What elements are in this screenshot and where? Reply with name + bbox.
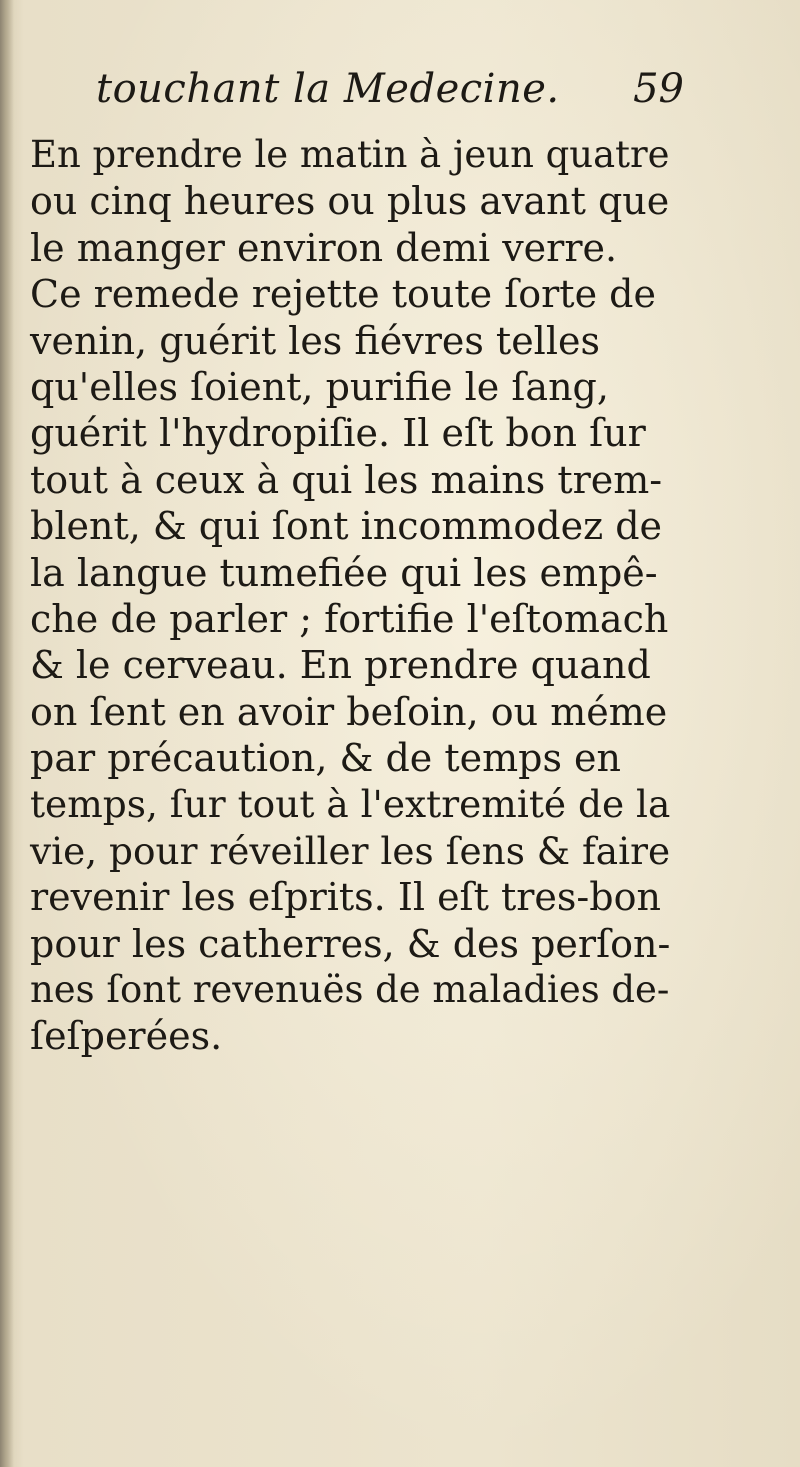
text-line: venin, guérit les fiévres telles	[30, 318, 600, 363]
text-line: En prendre le matin à jeun quatre	[30, 133, 670, 176]
text-line: che de parler ; fortifie l'eſtomach	[30, 596, 669, 641]
text-line: & le cerveau. En prendre quand	[30, 643, 651, 688]
body-text	[30, 132, 670, 1060]
text-line: ou cinq heures ou plus avant que	[30, 179, 670, 224]
text-line: tout à ceux à qui les mains trem-	[30, 457, 663, 502]
text-line: blent, & qui ſont incommodez de	[30, 504, 663, 549]
text-line: le manger environ demi verre.	[30, 225, 618, 270]
text-line: vie, pour réveiller les ſens & faire	[30, 828, 671, 873]
text-line: ſeſperées.	[30, 1014, 223, 1059]
text-line: on ſent en avoir beſoin, ou méme	[30, 689, 668, 734]
text-line: revenir les eſprits. Il eſt tres-bon	[30, 875, 661, 920]
text-line: pour les catherres, & des perſon-	[30, 921, 671, 966]
text-line: par précaution, & de temps en	[30, 736, 622, 781]
page-number: 59	[633, 66, 684, 112]
text-line: Ce remede rejette toute ſorte de	[30, 272, 656, 317]
text-line: temps, ſur tout à l'extremité de la	[30, 782, 671, 827]
running-head	[96, 66, 696, 122]
text-line: qu'elles ſoient, purifie le ſang,	[30, 364, 609, 409]
running-head-title: touchant la Medecine.	[96, 66, 560, 112]
text-line: la langue tumefiée qui les empê-	[30, 550, 658, 595]
text-line: guérit l'hydropiſie. Il eſt bon ſur	[30, 411, 646, 456]
page-gutter	[0, 0, 14, 1467]
text-line: nes ſont revenuës de maladies de-	[30, 968, 670, 1012]
